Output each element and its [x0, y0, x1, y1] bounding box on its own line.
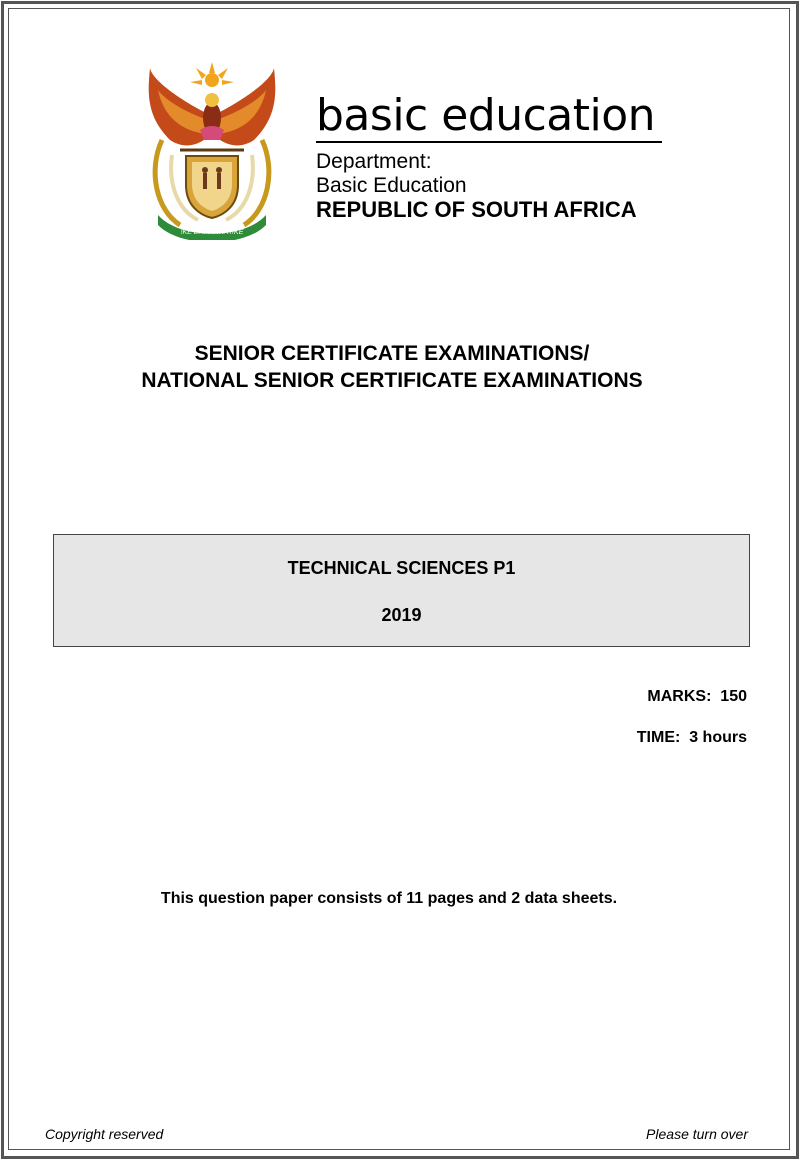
copyright-footer: Copyright reserved — [45, 1126, 164, 1142]
subject-year: 2019 — [381, 605, 422, 625]
brand-underline — [316, 141, 662, 143]
country-name: REPUBLIC OF SOUTH AFRICA — [316, 197, 637, 222]
subject-name: TECHNICAL SCIENCES P1 — [287, 558, 516, 578]
crest-motto: !KE E: /XARRA //KE — [180, 229, 244, 236]
department-name: Basic Education — [316, 174, 467, 197]
marks-total: MARKS: 150 — [647, 688, 747, 705]
coat-of-arms-logo — [140, 60, 285, 240]
brand-title: basic education — [316, 90, 656, 141]
department-label: Department: — [316, 150, 432, 173]
exam-heading-line-2: NATIONAL SENIOR CERTIFICATE EXAMINATIONS — [141, 369, 643, 392]
paper-page-count-notice: This question paper consists of 11 pages and 2 data sheets. — [160, 890, 618, 907]
turn-over-footer: Please turn over — [646, 1126, 748, 1142]
subject-box — [53, 534, 750, 647]
exam-heading-line-1: SENIOR CERTIFICATE EXAMINATIONS/ — [194, 342, 590, 365]
time-allowed: TIME: 3 hours — [636, 729, 747, 746]
